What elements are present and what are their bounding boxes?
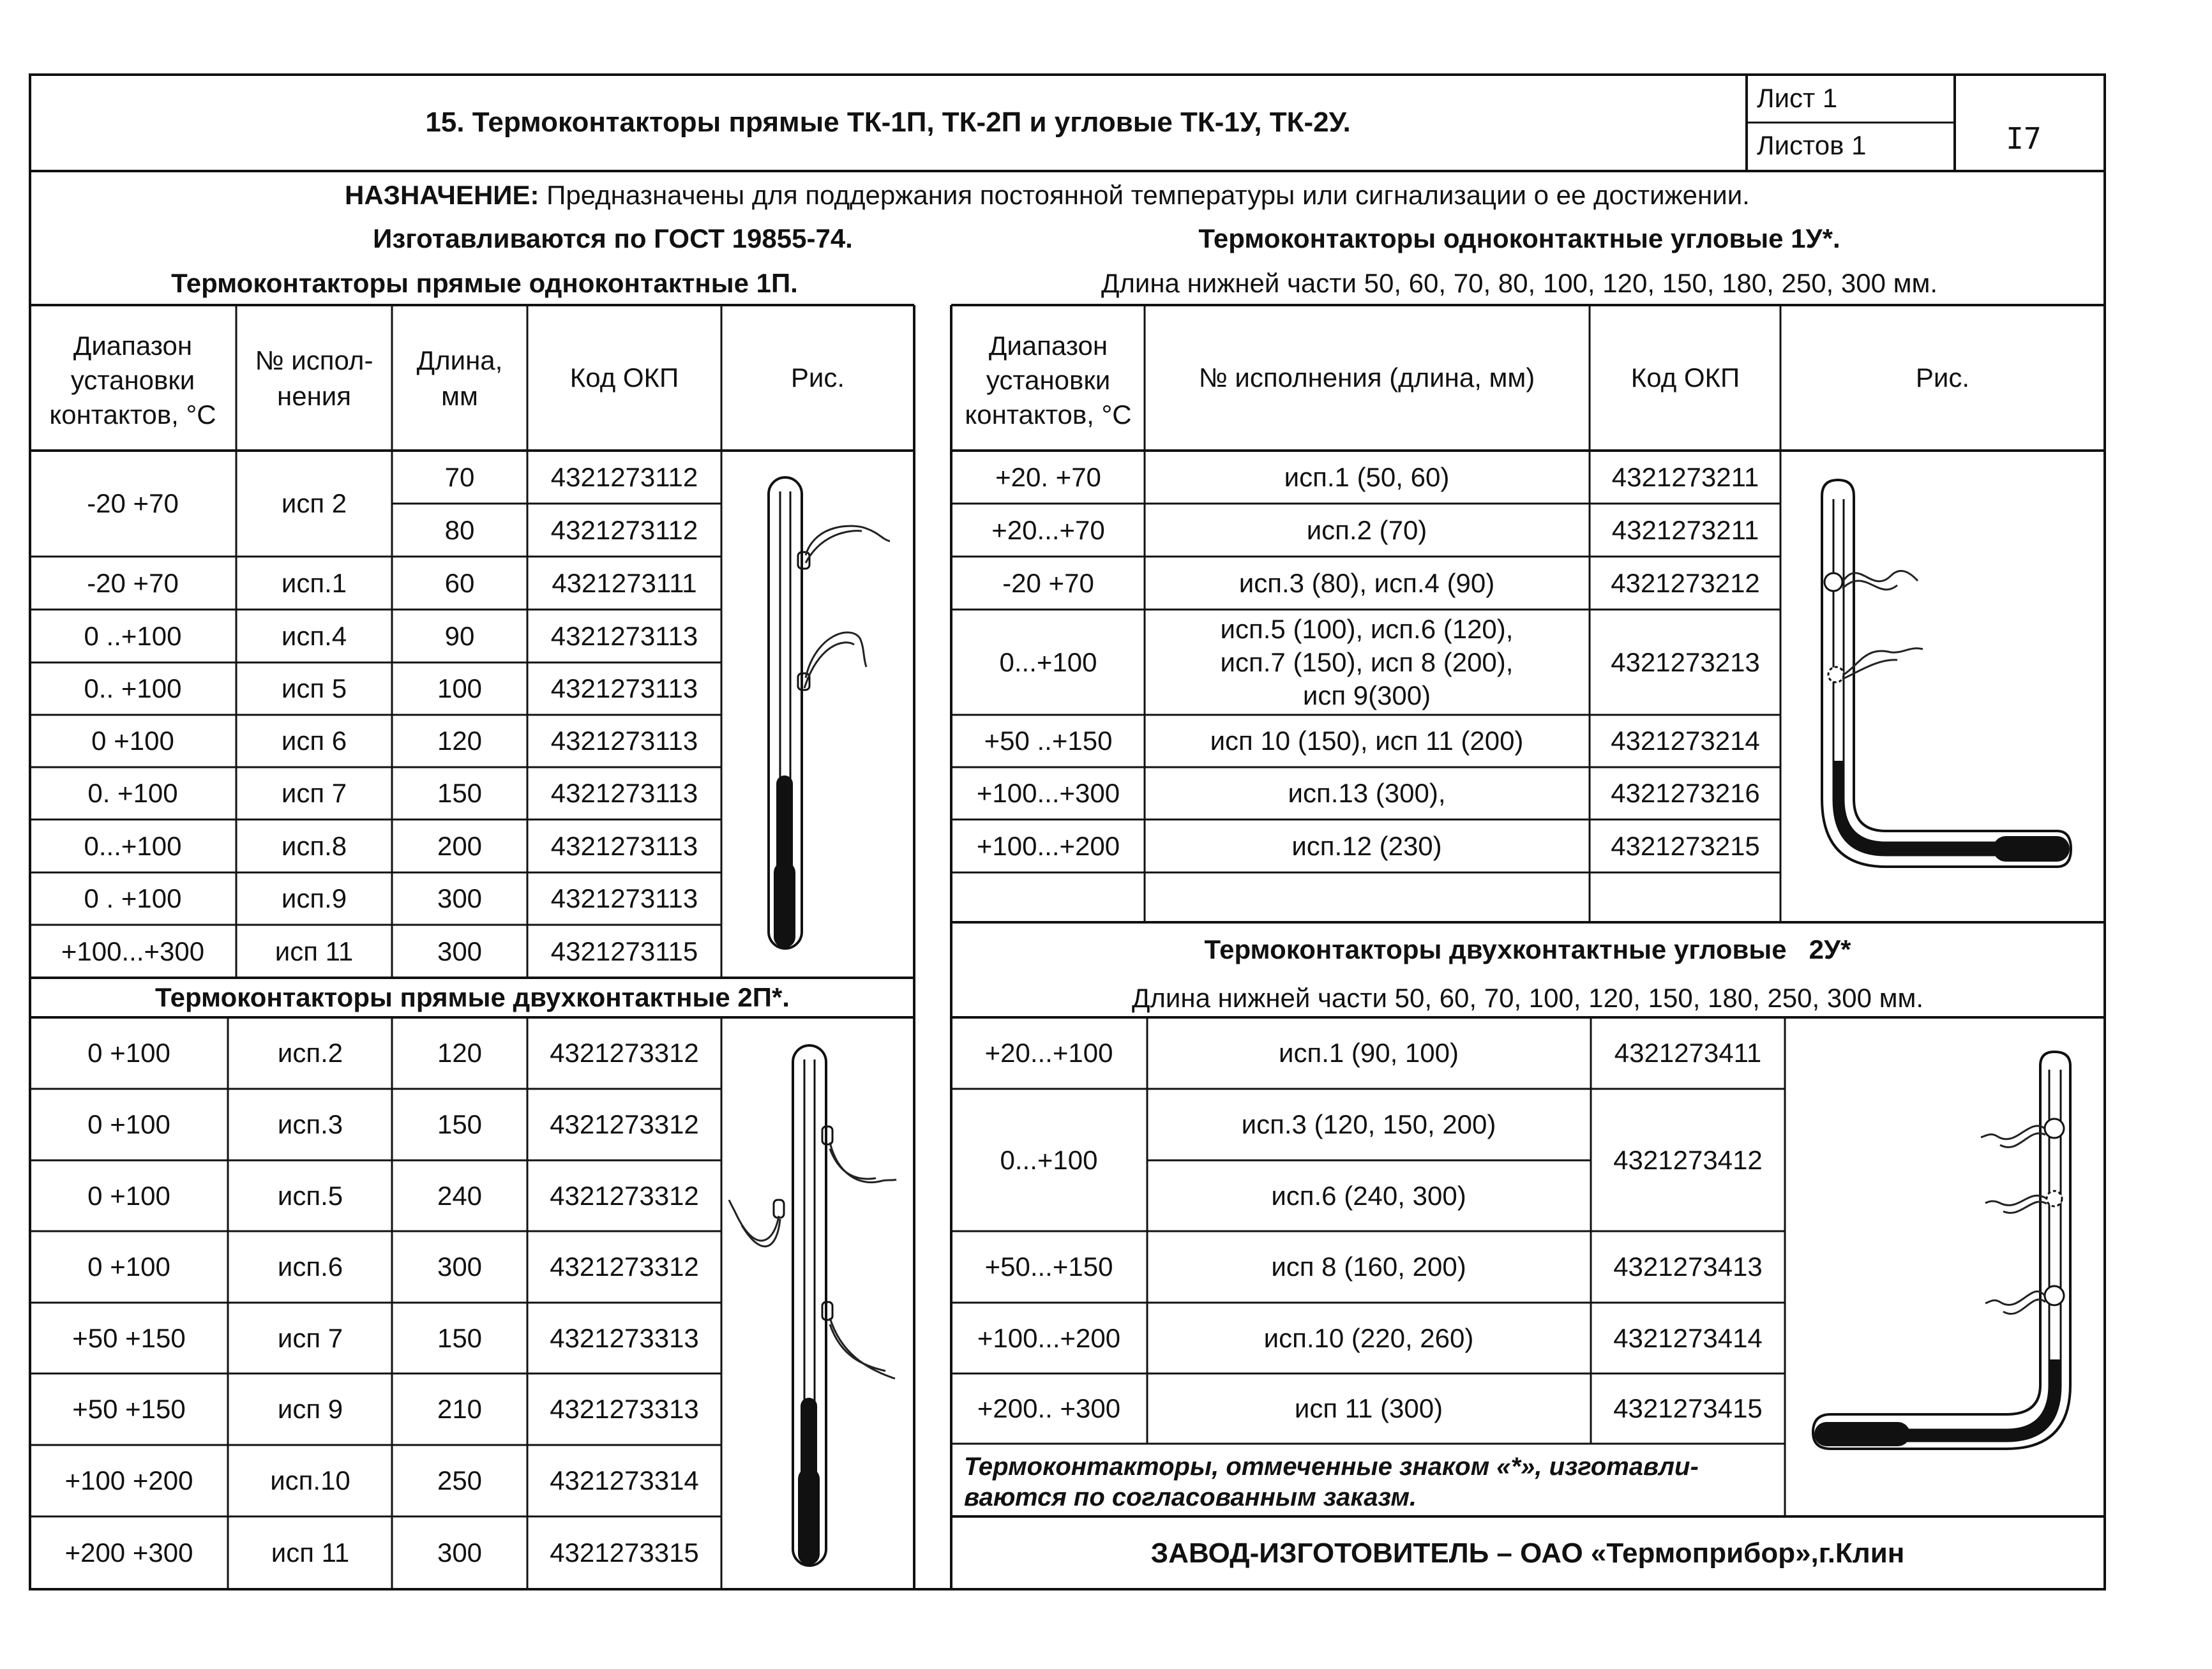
cell-range: 0.. +100 — [84, 673, 182, 703]
header-range-1p: Диапазон установки контактов, °С — [49, 331, 216, 430]
cell-variant: исп.6 — [277, 1252, 343, 1282]
header-code-1p: Код ОКП — [569, 363, 679, 393]
section-title-2u: Термоконтакторы двухконтактные угловые 2У* — [1204, 934, 1851, 964]
cell-range: +100 +200 — [64, 1465, 193, 1495]
thermocontactor-1p-figure — [723, 453, 914, 951]
cell-code: 4321273414 — [1613, 1322, 1763, 1353]
cell-variant: исп.13 (300), — [1288, 778, 1446, 808]
cell-length: 240 — [437, 1180, 483, 1211]
cell-variant-line: исп 9(300) — [1302, 680, 1431, 710]
cell-code: 4321273113 — [550, 830, 698, 861]
cell-code: 4321273312 — [550, 1038, 699, 1068]
cell-variant: исп 8 (160, 200) — [1271, 1252, 1466, 1282]
cell-range: +20...+100 — [984, 1038, 1113, 1068]
cell-length: 70 — [444, 461, 475, 492]
cell-range: 0 ..+100 — [84, 620, 182, 651]
cell-range: +100...+200 — [977, 1322, 1121, 1353]
cell-range: 0. +100 — [87, 778, 178, 808]
section-title-1u: Термоконтакторы одноконтактные угловые 1У*. — [1198, 223, 1840, 253]
thermocontactor-1u-figure — [1782, 454, 2102, 914]
cell-length: 80 — [444, 514, 475, 545]
cell-range: +100...+200 — [976, 830, 1120, 861]
cell-code: 4321273413 — [1613, 1252, 1763, 1282]
cell-variant: исп.2 — [277, 1038, 343, 1068]
cell-variant: исп.8 — [281, 830, 347, 861]
gost-note: Изготавливаются по ГОСТ 19855-74. — [373, 223, 853, 253]
cell-length: 150 — [437, 1322, 483, 1353]
cell-length: 300 — [437, 883, 483, 913]
cell-length: 250 — [437, 1465, 483, 1495]
cell-variant: исп.6 (240, 300) — [1271, 1180, 1466, 1211]
cell-variant: исп.9 — [281, 883, 347, 913]
cell-variant: исп.4 — [281, 620, 347, 651]
cell-code: 4321273212 — [1611, 567, 1760, 598]
cell-range: +200.. +300 — [977, 1393, 1121, 1423]
sheets-count-label: Листов 1 — [1757, 130, 1867, 160]
cell-range: -20 +70 — [87, 567, 179, 598]
purpose-label: НАЗНАЧЕНИЕ: — [345, 180, 539, 210]
asterisk-note: Термоконтакторы, отмеченные знаком «*», изготавли- ваются по согласованным заказм. — [964, 1453, 1699, 1511]
cell-range: +50 ..+150 — [984, 726, 1113, 756]
cell-length: 120 — [437, 726, 483, 756]
cell-variant: исп.1 — [281, 567, 347, 598]
header-fig-1p: Рис. — [790, 363, 845, 393]
cell-code: 4321273211 — [1611, 461, 1759, 492]
cell-code: 4321273112 — [550, 514, 698, 545]
cell-code: 4321273415 — [1613, 1393, 1763, 1423]
cell-range: 0 +100 — [91, 726, 174, 756]
cell-variant: исп.5 — [277, 1180, 343, 1211]
cell-range: 0 +100 — [87, 1038, 170, 1068]
cell-code: 4321273312 — [550, 1252, 699, 1282]
cell-length: 60 — [444, 567, 475, 598]
cell-variant: исп 10 (150), исп 11 (200) — [1210, 726, 1524, 756]
cell-length: 150 — [437, 1109, 483, 1139]
cell-length: 100 — [437, 673, 483, 703]
section-subtitle-1u: Длина нижней части 50, 60, 70, 80, 100, 120, 150, 180, 250, 300 мм. — [1101, 268, 1938, 298]
header-variant-1u: № исполнения (длина, мм) — [1198, 363, 1535, 393]
cell-code: 4321273211 — [1611, 514, 1759, 545]
page-number: I7 — [2006, 121, 2042, 156]
cell-variant: исп.1 (50, 60) — [1284, 461, 1450, 492]
cell-code: 4321273314 — [550, 1465, 699, 1495]
cell-range: -20 +70 — [87, 488, 179, 518]
cell-range: 0 +100 — [87, 1252, 170, 1282]
cell-length: 300 — [437, 1252, 483, 1282]
cell-code: 4321273113 — [550, 673, 698, 703]
cell-code: 4321273215 — [1611, 830, 1760, 861]
cell-variant: исп.3 (80), исп.4 (90) — [1238, 567, 1495, 598]
cell-variant: исп 11 — [271, 1538, 350, 1568]
cell-code: 4321273411 — [1614, 1038, 1762, 1068]
cell-length: 210 — [437, 1394, 483, 1424]
cell-variant: исп.3 — [277, 1109, 343, 1139]
cell-length: 120 — [437, 1038, 483, 1068]
cell-variant: исп.10 — [270, 1465, 350, 1495]
cell-variant: исп 2 — [281, 488, 347, 518]
cell-variant: исп.1 (90, 100) — [1278, 1038, 1459, 1068]
thermocontactor-2p-figure — [723, 1021, 914, 1583]
cell-range: 0 +100 — [87, 1180, 170, 1211]
cell-variant-line: исп.7 (150), исп 8 (200), — [1220, 647, 1514, 677]
cell-code: 4321273213 — [1611, 647, 1760, 677]
section-subtitle-2u: Длина нижней части 50, 60, 70, 100, 120, 150, 180, 250, 300 мм. — [1131, 983, 1924, 1013]
cell-code: 4321273216 — [1611, 778, 1760, 808]
cell-code: 4321273115 — [550, 936, 698, 966]
cell-variant: исп 7 — [277, 1322, 343, 1353]
cell-code: 4321273112 — [550, 461, 698, 492]
cell-range: +20...+70 — [991, 514, 1105, 545]
cell-variant: исп.10 (220, 260) — [1263, 1322, 1474, 1353]
cell-variant: исп 7 — [281, 778, 347, 808]
section-title-2p: Термоконтакторы прямые двухконтактные 2П*. — [155, 982, 790, 1012]
cell-length: 150 — [437, 778, 483, 808]
header-variant-1p: № испол- нения — [255, 345, 373, 411]
purpose-line — [345, 180, 1750, 211]
cell-range: 0...+100 — [84, 830, 182, 861]
cell-range: +50 +150 — [72, 1394, 186, 1424]
cell-code: 4321273313 — [550, 1394, 699, 1424]
cell-variant: исп 11 — [275, 936, 354, 966]
cell-range: 0...+100 — [1000, 1144, 1098, 1175]
cell-range: +100...+300 — [61, 936, 205, 966]
cell-range: +50...+150 — [984, 1252, 1113, 1282]
cell-variant: исп 9 — [277, 1394, 343, 1424]
cell-range: 0 +100 — [87, 1109, 170, 1139]
cell-code: 4321273113 — [550, 883, 698, 913]
cell-code: 4321273214 — [1611, 726, 1760, 756]
cell-code: 4321273111 — [552, 567, 697, 598]
cell-range: 0 . +100 — [84, 883, 182, 913]
cell-code: 4321273412 — [1613, 1144, 1763, 1175]
cell-code: 4321273113 — [550, 726, 698, 756]
header-range-1u: Диапазон установки контактов, °С — [965, 331, 1132, 430]
cell-variant: исп 6 — [281, 726, 347, 756]
cell-range: -20 +70 — [1002, 567, 1094, 598]
cell-code: 4321273312 — [550, 1109, 699, 1139]
sheet-label: Лист 1 — [1757, 83, 1838, 113]
cell-variant: исп.3 (120, 150, 200) — [1241, 1109, 1496, 1139]
header-length-1p: Длина, мм — [416, 345, 503, 411]
cell-code: 4321273312 — [550, 1180, 699, 1211]
cell-length: 90 — [444, 620, 475, 651]
manufacturer: ЗАВОД-ИЗГОТОВИТЕЛЬ – ОАО «Термоприбор»,г.Клин — [1150, 1538, 1905, 1569]
cell-range: +20. +70 — [995, 461, 1101, 492]
cell-code: 4321273113 — [550, 620, 698, 651]
purpose-text: Предназначены для поддержания постоянной температуры или сигнализации о ее достижении. — [539, 180, 1750, 210]
cell-range: +100...+300 — [976, 778, 1120, 808]
thermocontactor-2u-figure — [1786, 1028, 2105, 1500]
cell-variant: исп.2 (70) — [1306, 514, 1427, 545]
header-fig-1u: Рис. — [1915, 363, 1970, 393]
cell-length: 200 — [437, 830, 483, 861]
cell-range: +200 +300 — [64, 1538, 193, 1568]
cell-range: +50 +150 — [72, 1322, 186, 1353]
cell-length: 300 — [437, 936, 483, 966]
cell-range: 0...+100 — [999, 647, 1097, 677]
cell-code: 4321273313 — [550, 1322, 699, 1353]
cell-variant: исп 11 (300) — [1294, 1393, 1443, 1423]
cell-variant-line: исп.5 (100), исп.6 (120), — [1220, 613, 1514, 644]
cell-code: 4321273315 — [550, 1538, 699, 1568]
cell-code: 4321273113 — [550, 778, 698, 808]
page-title: 15. Термоконтакторы прямые ТК-1П, ТК-2П и угловые ТК-1У, ТК-2У. — [425, 107, 1351, 138]
cell-variant: исп.12 (230) — [1291, 830, 1442, 861]
cell-variant: исп 5 — [281, 673, 347, 703]
cell-length: 300 — [437, 1538, 483, 1568]
section-title-1p: Термоконтакторы прямые одноконтактные 1П. — [171, 268, 798, 298]
header-code-1u: Код ОКП — [1630, 363, 1740, 393]
